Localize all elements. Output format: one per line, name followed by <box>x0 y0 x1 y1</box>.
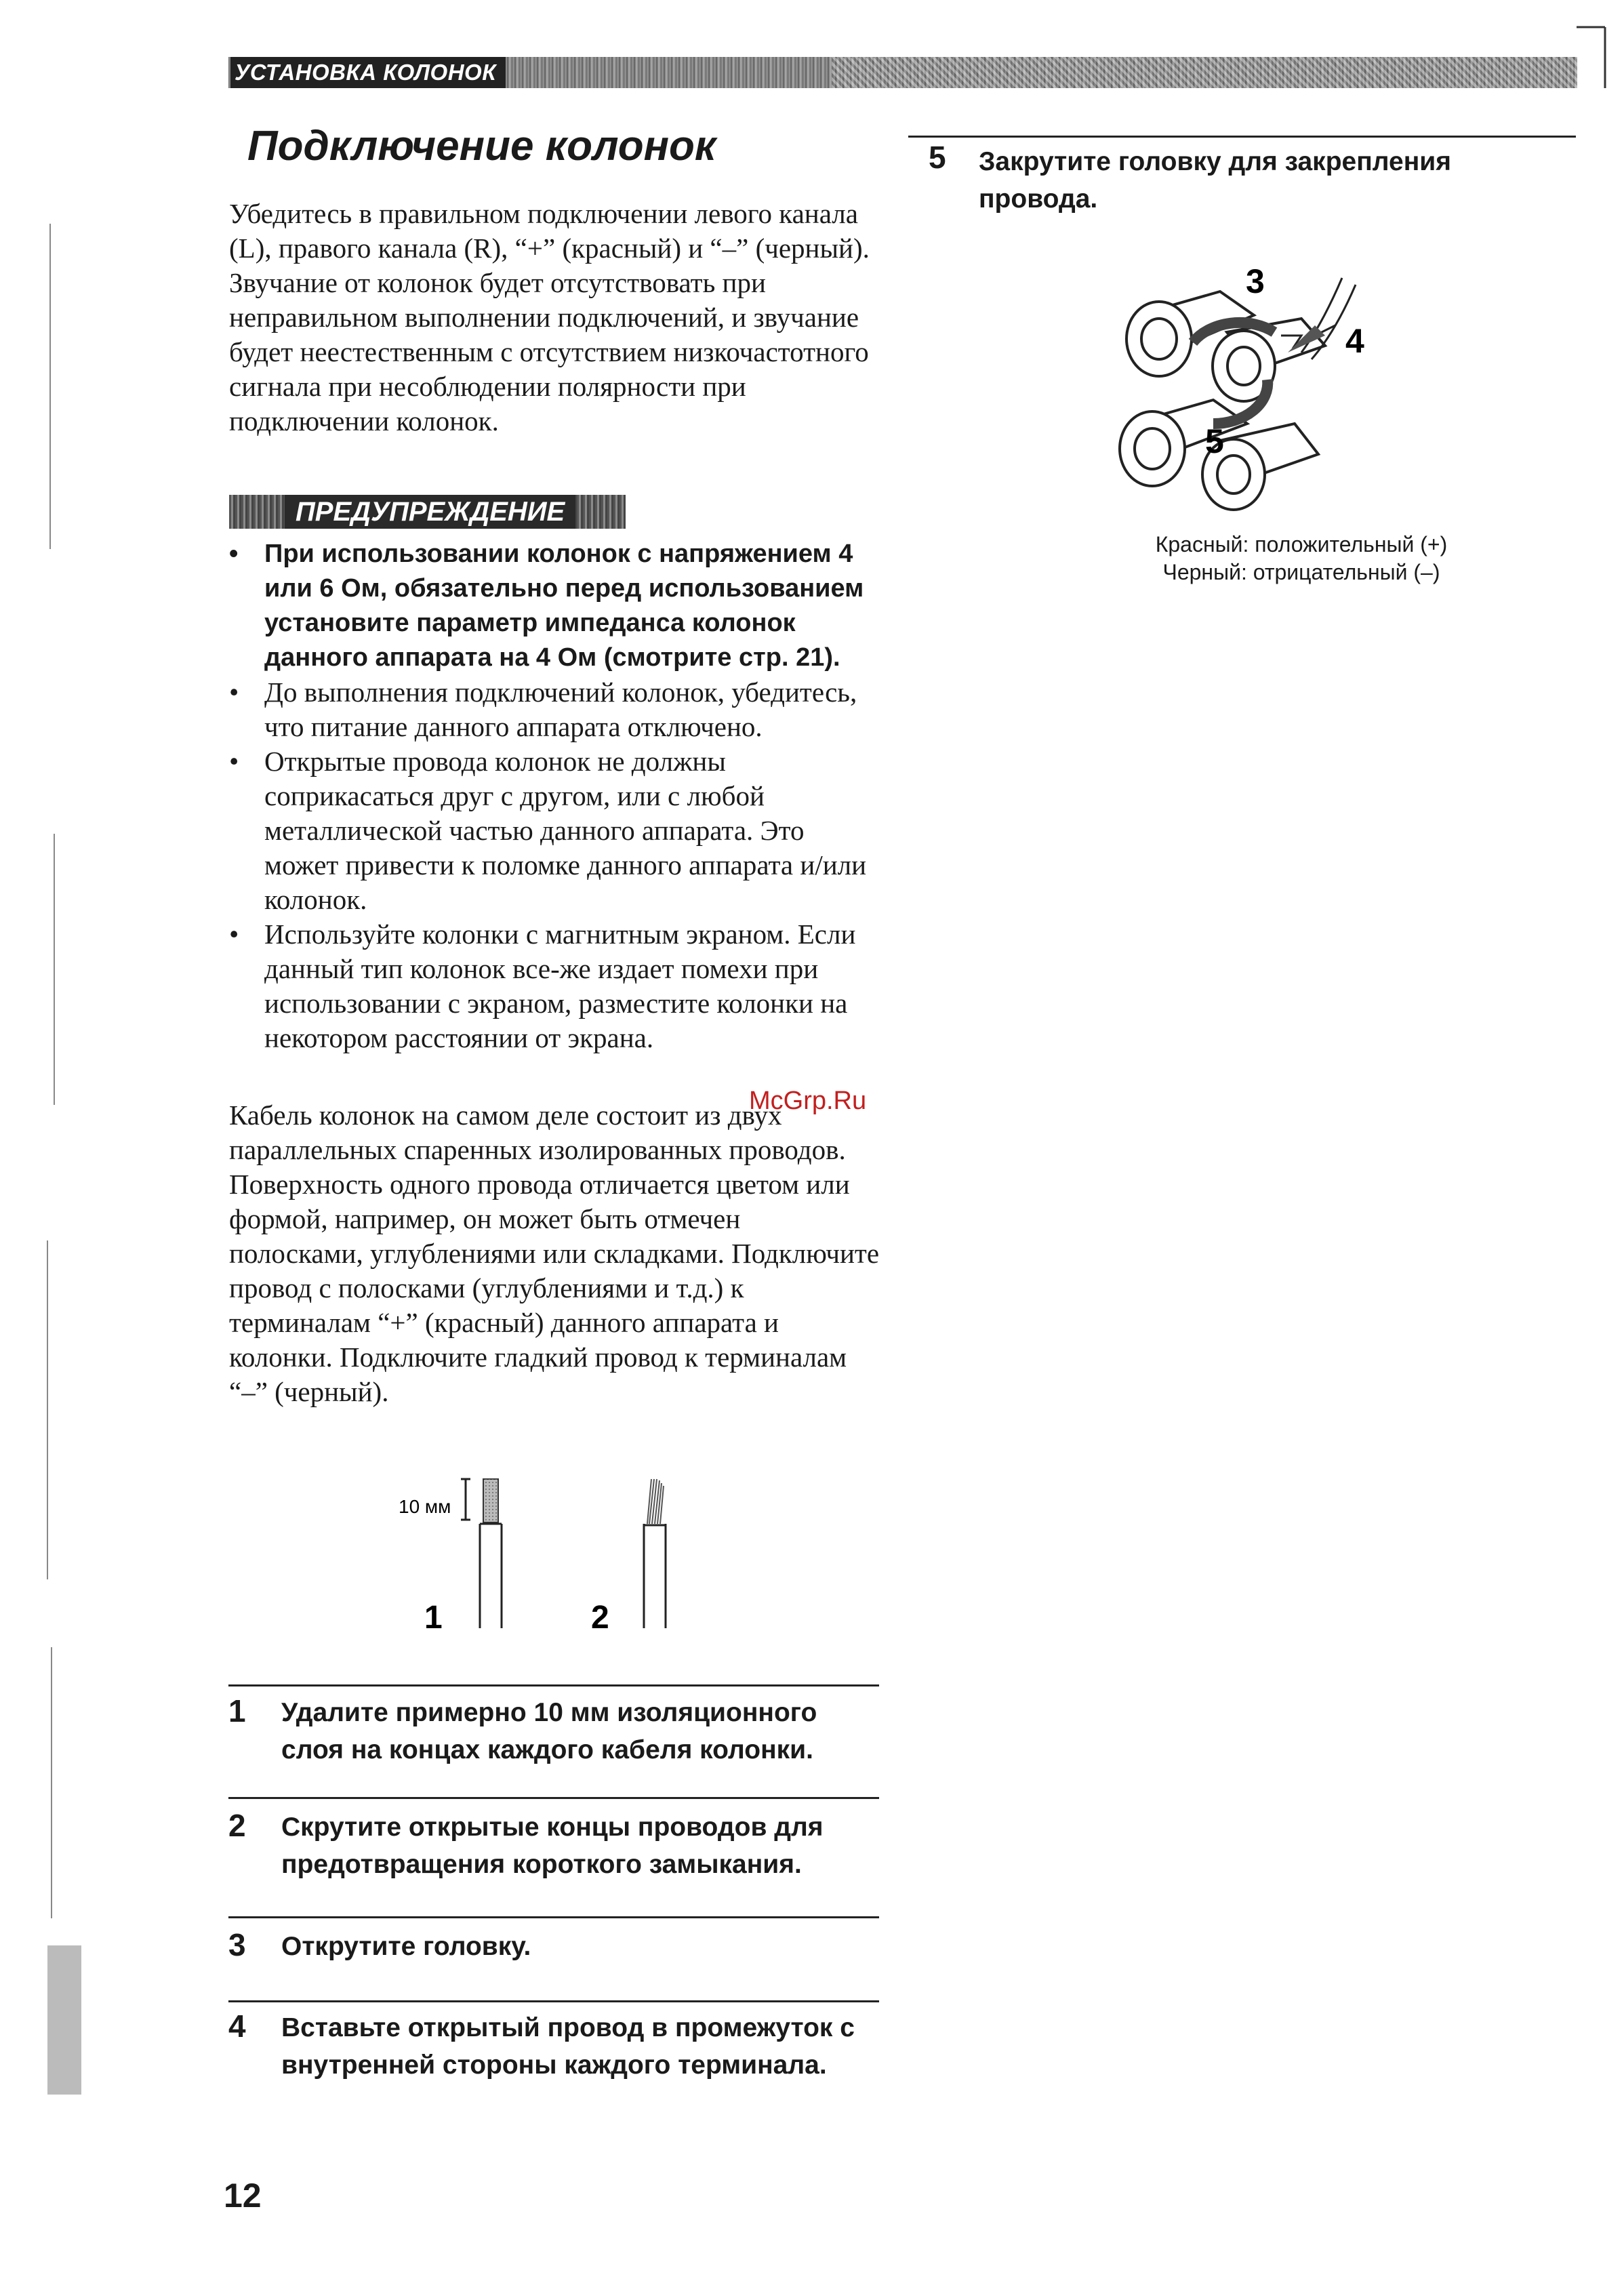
cable-paragraph: Кабель колонок на самом деле состоит из двух параллельных спаренных изолированных проводов. Поверхность одного провода отличается цветом или формой, например, он может быть отмечен полосками, углублениями или складками. Подключите провод с полосками (углублениями и т.д.) к терминалам “+” (красный) данного аппарата и колонки. Подключите гладкий провод к терминалам “–” (черный). <box>229 1099 880 1407</box>
step-text: Вставьте открытый провод в промежуток с внутренней стороны каждого терминала. <box>281 2013 855 2080</box>
step-divider <box>228 2000 879 2002</box>
warning-item-1: При использовании колонок с напряжением 4 или 6 Ом, обязательно перед использованием установите параметр импеданса колонок данного аппарата на 4 Ом (смотрите стр. 21). <box>264 540 864 672</box>
step-3 <box>228 1926 879 1974</box>
step-number: 3 <box>228 1927 246 1962</box>
list-item <box>229 537 880 675</box>
step-5 <box>929 139 1539 227</box>
header-rule <box>908 136 1576 138</box>
bullet-dot: • <box>229 918 239 950</box>
speaker-terminal-figure <box>1112 251 1471 542</box>
step-text: Закрутите головку для закрепления провода. <box>979 147 1452 214</box>
list-item <box>229 744 880 917</box>
step-text: Удалите примерно 10 мм изоляционного слоя на концах каждого кабеля колонки. <box>281 1698 817 1764</box>
step-number: 1 <box>228 1693 246 1729</box>
caption-red: Красный: положительный (+) <box>1155 532 1448 557</box>
corner-mark <box>1571 14 1612 88</box>
bullet-dot: • <box>229 676 239 708</box>
list-item <box>229 917 880 1055</box>
watermark: McGrp.Ru <box>749 1087 867 1115</box>
scan-edge-artifact <box>41 224 88 2108</box>
caption-black: Черный: отрицательный (–) <box>1162 560 1440 584</box>
step-4 <box>228 2008 879 2130</box>
step-2 <box>228 1807 879 1895</box>
figure-caption <box>1071 531 1532 586</box>
length-label: 10 мм <box>399 1496 451 1517</box>
wire-stripping-figure <box>393 1471 691 1647</box>
warning-item-3: Открытые провода колонок не должны соприкасаться друг с другом, или с любой металлической частью данного аппарата. Это может привести к поломке данного аппарата и/или колонок. <box>264 746 867 915</box>
list-item <box>229 675 880 744</box>
label-4: 4 <box>1345 322 1364 360</box>
warning-item-2: До выполнения подключений колонок, убедитесь, что питание данного аппарата отключено. <box>264 676 857 742</box>
label-5: 5 <box>1205 422 1224 460</box>
bullet-dot: • <box>229 746 239 777</box>
section-label: УСТАНОВКА КОЛОНОК <box>230 57 506 88</box>
step-divider <box>228 1797 879 1799</box>
step-text: Скрутите открытые концы проводов для предотвращения короткого замыкания. <box>281 1813 824 1879</box>
step-number: 4 <box>228 2008 246 2044</box>
step-number: 5 <box>929 140 946 175</box>
warning-item-4: Используйте колонки с магнитным экраном. Если данный тип колонок все-же издает помехи при использовании с экраном, разместите колонки на некотором расстоянии от экрана. <box>264 918 856 1053</box>
step-number: 2 <box>228 1808 246 1843</box>
step-divider <box>228 1684 879 1686</box>
label-3: 3 <box>1246 262 1265 300</box>
wire-1 <box>461 1479 502 1628</box>
step-text: Открутите головку. <box>281 1932 531 1961</box>
step-divider <box>228 1916 879 1918</box>
page-title: Подключение колонок <box>247 123 716 169</box>
warning-list <box>229 537 880 1055</box>
intro-paragraph: Убедитесь в правильном подключении левого канала (L), правого канала (R), “+” (красный) и “–” (черный). Звучание от колонок будет отсутствовать при неправильном выполнении подключений, и звучание будет неестественным с отсутствием низкочастотного сигнала при несоблюдении полярности при подключении колонок. <box>229 198 870 437</box>
wire-2-label: 2 <box>591 1600 609 1636</box>
warning-label: ПРЕДУПРЕЖДЕНИЕ <box>285 495 575 529</box>
step-1 <box>228 1693 879 1781</box>
wire-1-label: 1 <box>424 1600 443 1636</box>
page-number: 12 <box>224 2177 262 2215</box>
wire-2 <box>644 1479 666 1628</box>
bullet-dot: • <box>229 540 239 568</box>
